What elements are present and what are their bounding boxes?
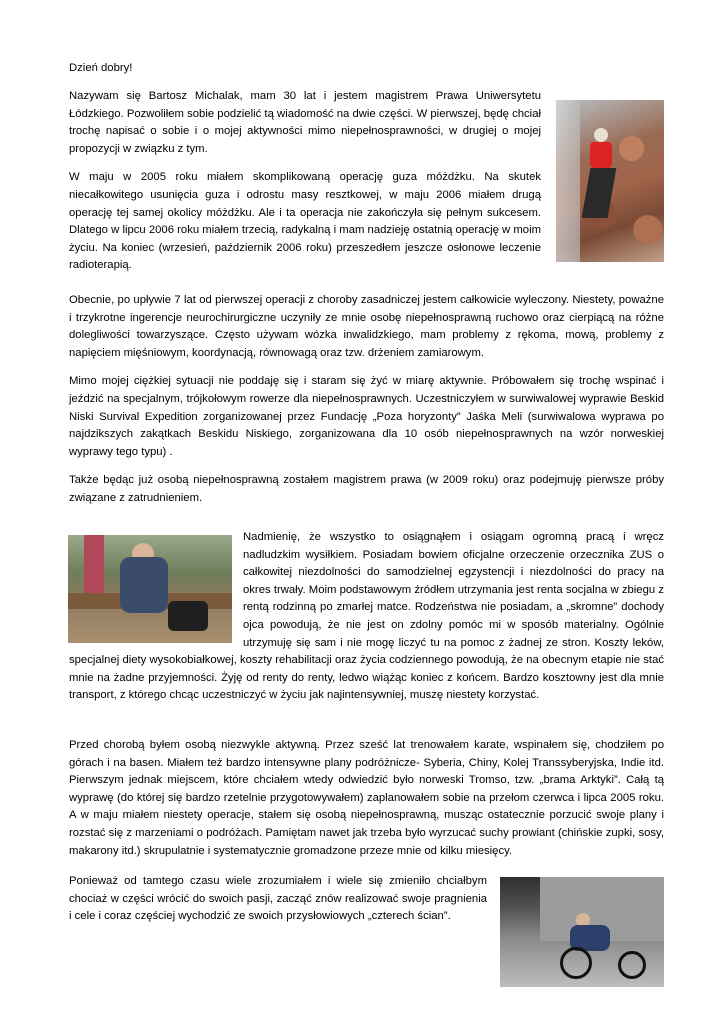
- paragraph-text: Mimo mojej ciężkiej sytuacji nie poddaję się i staram się żyć w miarę aktywnie. Próbowałem się trochę wspinać i jeździć na specjalnym, trójkołowym rowerze dla niepełnosprawnych. Uczestniczyłem w surwiwalowej wyprawie Beskid Niski Survival Expedition zorganizowanej przez Fundację „Poza horyzonty” Jaśka Meli (surwiwalowa wyprawa po najdzikszych zakątkach Beskidu Niskiego, zorganizowana dla 10 osób niepełnosprawnych na wzór norweskiej wyprawy tego typu) .: [69, 375, 664, 458]
- paragraph-text: W maju w 2005 roku miałem skomplikowaną operację guza móżdżku. Na skutek niecałkowitego usunięcia guza i odrostu masy resztkowej, w maju 2006 miałem drugą operację tej samej okolicy móżdżku. Ale i ta operacja nie zakończyła się pełnym sukcesem. Dlatego w lipcu 2006 roku miałem trzecią, radykalną i mam nadzieję ostatnią operację w moim życiu. Na koniec (wrzesień, październik 2006 roku) przeszedłem jeszcze osłonowe leczenie radioterapią.: [69, 171, 541, 272]
- climbing-photo: [556, 100, 664, 262]
- paragraph-7: [69, 737, 664, 871]
- paragraph-text: Nadmienię, że wszystko to osiągnąłem i osiągam ogromną pracą i wręcz nadludzkim wysiłkiem. Posiadam bowiem oficjalne orzeczenie orzecznika ZUS o całkowitej niezdolności do samodzielnej egzystencji i niezdolności do pracy na okres trwały. Moim podstawowym źródłem utrzymania jest renta socjalna w zbiegu z rentą rodzinną po zmarłej matce. Rodzeństwa nie posiadam, a „skromne” dochody ojca powodują, że nie jest on zdolny pomóc mi w sposób materialny. Ogólnie utrzymuję się sam i nie mogę liczyć tu na pomoc z żadnej ze stron. Koszty leków, specjalnej diety wysokobiałkowej, koszty rehabilitacji oraz życia codziennego powodują, że na obecnym etapie nie stać mnie na żadne przyjemności. Żyję od renty do renty, ledwo wiążąc koniec z końcem. Bardzo kosztowny jest dla mnie transport, z którego chcąc uczestniczyć w życiu jak najintensywniej, muszę niestety korzystać.: [69, 531, 664, 702]
- greeting: Dzień dobry!: [69, 62, 133, 74]
- paragraph-1: [69, 88, 541, 286]
- paragraph-text: Nazywam się Bartosz Michalak, mam 30 lat i jestem magistrem Prawa Uniwersytetu Łódzkiego. Pozwoliłem sobie podzielić tą wiadomość na dwie części. W pierwszej, będę chciał trochę napisać o sobie i o mojej aktywności mimo niepełnosprawności, w drugiej o mojej propozycji w związku z tym.: [69, 90, 541, 155]
- paragraph-text: Także będąc już osobą niepełnosprawną zostałem magistrem prawa (w 2009 roku) oraz podejmuję pierwsze próby związane z zatrudnieniem.: [69, 474, 664, 504]
- paragraph-6: [69, 529, 664, 716]
- paragraph-text: Ponieważ od tamtego czasu wiele zrozumiałem i wiele się zmieniło chciałbym chociaż w części wrócić do swoich pasji, zacząć znów realizować swoje pragnienia i cele i coraz częściej wychodzić ze swoich przysłowiowych „czterech ścian”.: [69, 875, 487, 923]
- paragraph-text: Obecnie, po upływie 7 lat od pierwszej operacji z choroby zasadniczej jestem całkowicie wyleczony. Niestety, poważne i trzykrotne ingerencje neurochirurgiczne uczyniły ze mnie osobę niepełnosprawną ruchowo oraz cierpiącą na różne dolegliwości towarzyszące. Często używam wózka inwalidzkiego, mam problemy z rękoma, mową, problemy z napięciem mięśniowym, koordynacją, równowagą oraz tzw. drżeniem zamiarowym.: [69, 294, 664, 359]
- recumbent-bike-photo: [500, 877, 664, 987]
- paragraph-2: [69, 292, 664, 519]
- paragraph-8: [69, 873, 487, 937]
- paragraph-text: Przed chorobą byłem osobą niezwykle aktywną. Przez sześć lat trenowałem karate, wspinałem się, chodziłem po górach i na basen. Miałem też bardzo intensywne plany podróżnicze- Syberia, Chiny, Kolej Transsyberyjska, Indie itd. Pierwszym jednak miejscem, które chciałem wtedy odwiedzić było norweski Tromso, tzw. „brama Arktyki”. Całą tą wyprawę (do której się bardzo rzetelnie przygotowywałem) zaplanowałem sobie na przełom czerwca i lipca 2005 roku. A w maju miałem niestety operacje, stałem się osobą niepełnosprawną, musząc ostatecznie porzucić swoje plany i rozstać się z marzeniami o podróżach. Pamiętam nawet jak trzeba było wyrzucać suchy prowiant (chińskie zupki, sosy, makarony itd.) skrupulatnie i systematycznie gromadzone przeze mnie od kilku miesięcy.: [69, 739, 664, 857]
